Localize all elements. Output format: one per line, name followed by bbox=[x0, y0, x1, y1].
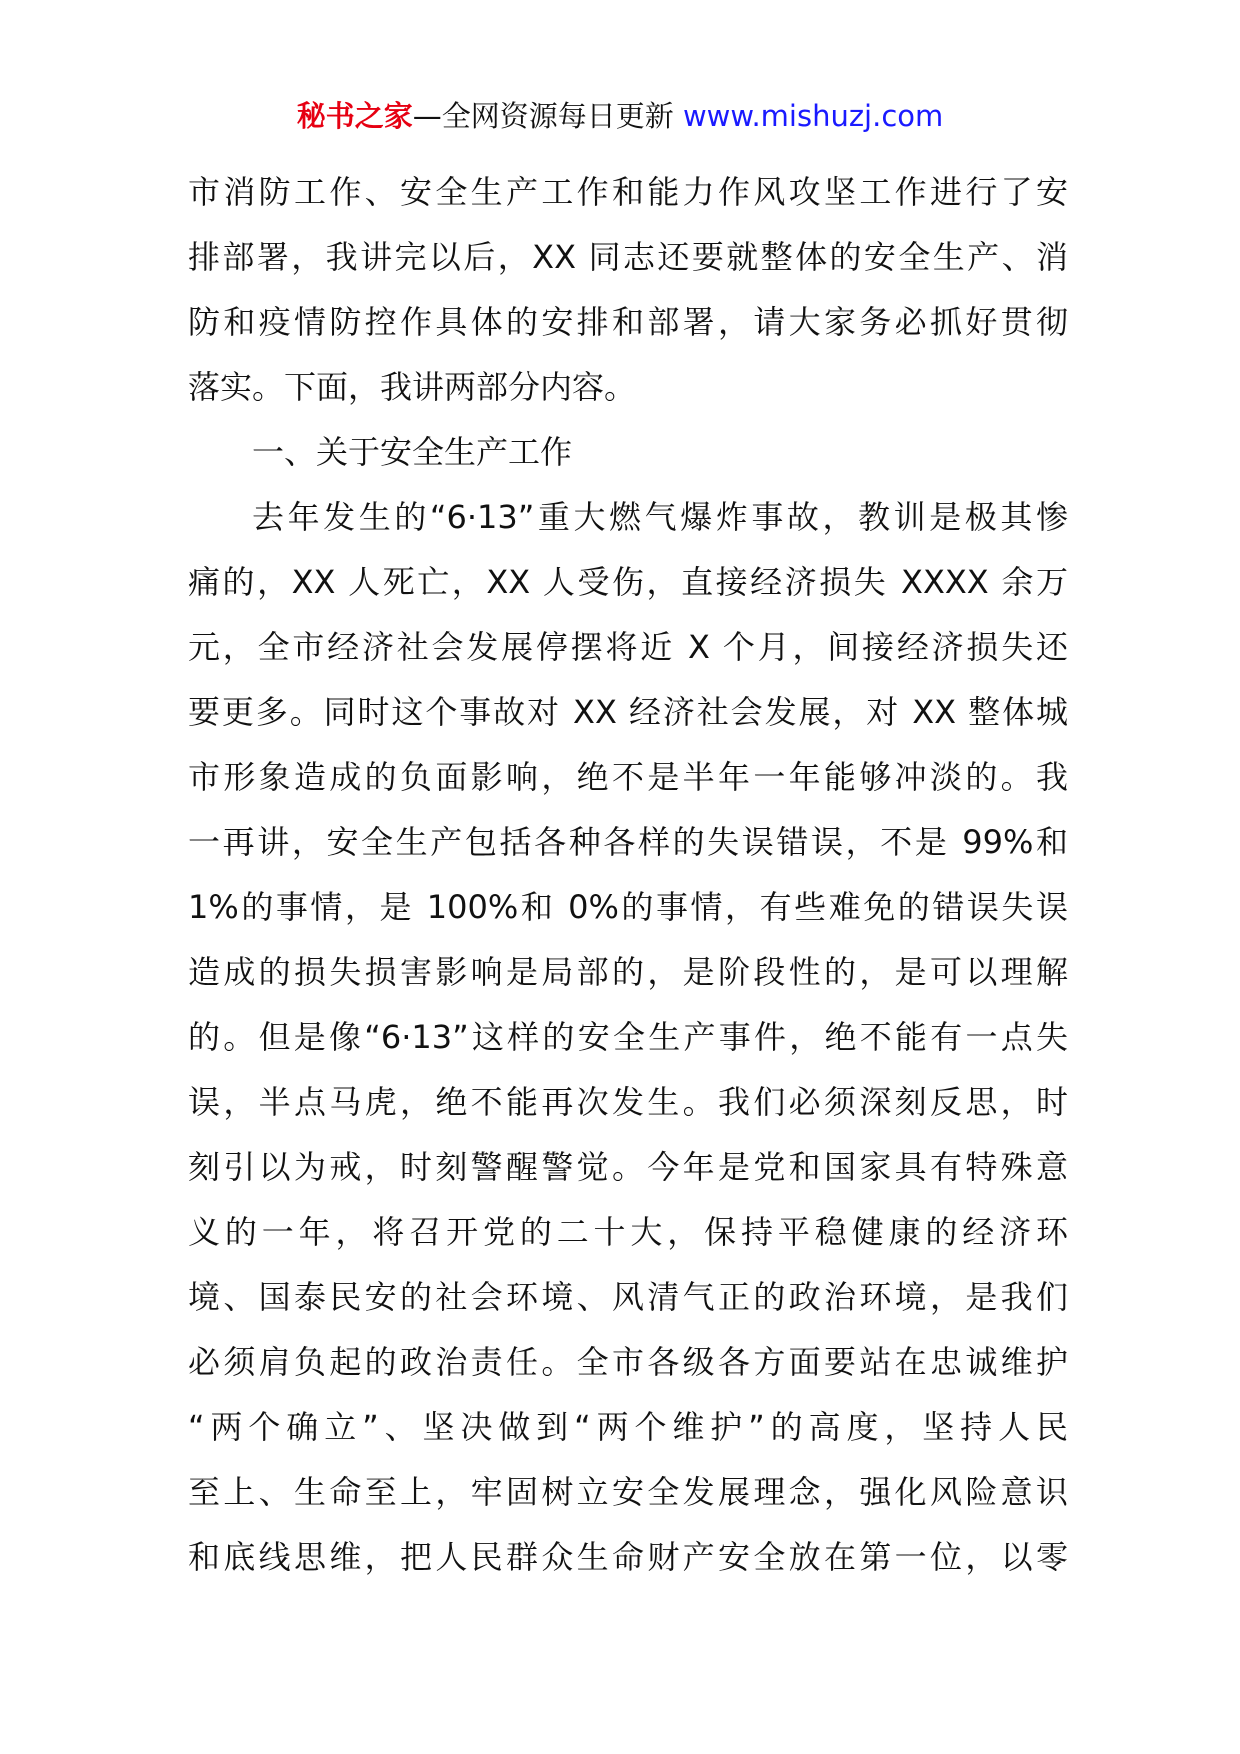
text-line: 义的一年，将召开党的二十大，保持平稳健康的经济环 bbox=[188, 1213, 1068, 1251]
document-body bbox=[188, 160, 1068, 1590]
text-line: “两个确立”、坚决做到“两个维护”的高度，坚持人民 bbox=[188, 1408, 1068, 1446]
text-line: 刻引以为戒，时刻警醒警觉。今年是党和国家具有特殊意 bbox=[188, 1148, 1068, 1186]
text-line: 一再讲，安全生产包括各种各样的失误错误，不是 99%和 bbox=[188, 823, 1068, 861]
text-line: 痛的，XX 人死亡，XX 人受伤，直接经济损失 XXXX 余万 bbox=[188, 563, 1068, 601]
text-line: 境、国泰民安的社会环境、风清气正的政治环境，是我们 bbox=[188, 1278, 1068, 1316]
text-line: 防和疫情防控作具体的安排和部署，请大家务必抓好贯彻 bbox=[188, 303, 1068, 341]
text-line: 去年发生的“6·13”重大燃气爆炸事故，教训是极其惨 bbox=[252, 498, 1068, 536]
text-line: 落实。下面，我讲两部分内容。 bbox=[188, 368, 637, 406]
text-line: 至上、生命至上，牢固树立安全发展理念，强化风险意识 bbox=[188, 1473, 1068, 1511]
text-line: 必须肩负起的政治责任。全市各级各方面要站在忠诚维护 bbox=[188, 1343, 1068, 1381]
text-line: 的。但是像“6·13”这样的安全生产事件，绝不能有一点失 bbox=[188, 1018, 1068, 1056]
text-line: 市形象造成的负面影响，绝不是半年一年能够冲淡的。我 bbox=[188, 758, 1068, 796]
section-heading: 一、关于安全生产工作 bbox=[252, 433, 573, 471]
site-url-link[interactable]: www.mishuzj.com bbox=[682, 99, 944, 133]
text-line: 和底线思维，把人民群众生命财产安全放在第一位，以零 bbox=[188, 1538, 1068, 1576]
site-brand: 秘书之家 bbox=[296, 99, 413, 133]
text-line: 1%的事情，是 100%和 0%的事情，有些难免的错误失误 bbox=[188, 888, 1068, 926]
site-tagline: —全网资源每日更新 bbox=[412, 99, 674, 133]
text-line: 要更多。同时这个事故对 XX 经济社会发展，对 XX 整体城 bbox=[188, 693, 1068, 731]
text-line: 元，全市经济社会发展停摆将近 X 个月，间接经济损失还 bbox=[188, 628, 1068, 666]
text-line: 造成的损失损害影响是局部的，是阶段性的，是可以理解 bbox=[188, 953, 1068, 991]
text-line: 误，半点马虎，绝不能再次发生。我们必须深刻反思，时 bbox=[188, 1083, 1068, 1121]
site-header bbox=[0, 96, 1240, 136]
text-line: 排部署，我讲完以后，XX 同志还要就整体的安全生产、消 bbox=[188, 238, 1068, 276]
text-line: 市消防工作、安全生产工作和能力作风攻坚工作进行了安 bbox=[188, 173, 1068, 211]
